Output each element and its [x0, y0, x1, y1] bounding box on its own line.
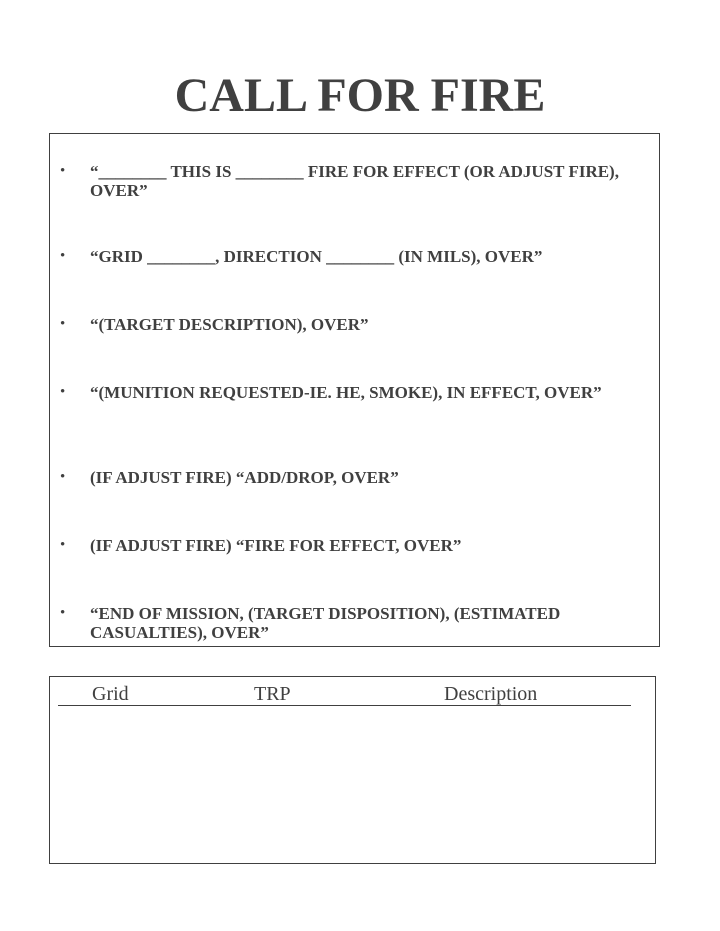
grid-column-header: Grid: [92, 683, 129, 705]
step-text: (IF ADJUST FIRE) “FIRE FOR EFFECT, OVER”: [90, 536, 462, 555]
bullet: •: [60, 537, 66, 553]
step-text: “________ THIS IS ________ FIRE FOR EFFECT (OR ADJUST FIRE), OVER”: [90, 162, 619, 200]
bullet: •: [60, 163, 66, 179]
bullet: •: [60, 316, 66, 332]
step-text: “(TARGET DESCRIPTION), OVER”: [90, 315, 369, 334]
bullet: •: [60, 605, 66, 621]
target-log-header: [58, 683, 631, 706]
step-text: “END OF MISSION, (TARGET DISPOSITION), (ESTIMATED CASUALTIES), OVER”: [90, 604, 561, 642]
page-title: CALL FOR FIRE: [174, 69, 546, 122]
bullet: •: [60, 248, 66, 264]
description-column-header: Description: [444, 683, 538, 705]
target-log-box: [49, 676, 656, 864]
step-text: “(MUNITION REQUESTED-IE. HE, SMOKE), IN EFFECT, OVER”: [90, 383, 602, 402]
step-text: “GRID ________, DIRECTION ________ (IN MILS), OVER”: [90, 247, 543, 266]
call-for-fire-steps-box: [49, 133, 660, 647]
step-text: (IF ADJUST FIRE) “ADD/DROP, OVER”: [90, 468, 399, 487]
trp-column-header: TRP: [254, 683, 291, 705]
bullet: •: [60, 384, 66, 400]
bullet: •: [60, 469, 66, 485]
